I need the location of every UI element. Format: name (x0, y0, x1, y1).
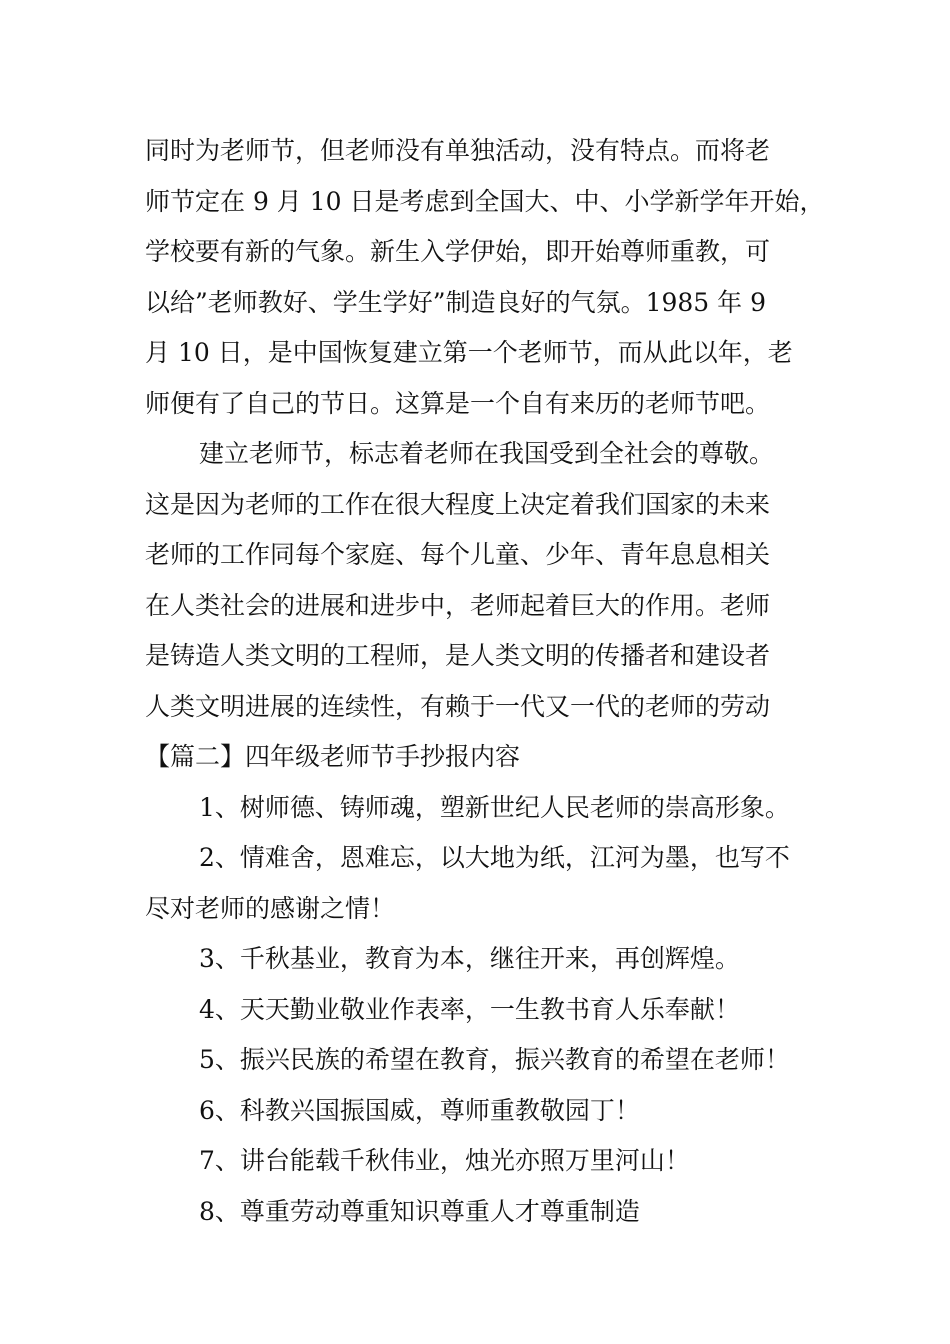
paragraph-line: 师节定在 9 月 10 日是考虑到全国大、中、小学新学年开始， (145, 186, 825, 216)
list-item: 3、千秋基业，教育为本，继往开来，再创辉煌。 (199, 944, 740, 973)
paragraph-line: 同时为老师节，但老师没有单独活动，没有特点。而将老 (145, 136, 771, 165)
paragraph-line: 是铸造人类文明的工程师，是人类文明的传播者和建设者 (145, 641, 771, 670)
paragraph-line: 学校要有新的气象。新生入学伊始，即开始尊师重教，可 (145, 237, 771, 266)
document-body (145, 126, 865, 1237)
list-item: 6、科教兴国振国威，尊师重教敬园丁！ (199, 1095, 640, 1125)
list-item: 2、情难舍，恩难忘，以大地为纸，江河为墨，也写不 (199, 843, 790, 872)
paragraph-line: 月 10 日，是中国恢复建立第一个老师节，而从此以年，老 (145, 338, 793, 367)
paragraph-line: 人类文明进展的连续性，有赖于一代又一代的老师的劳动 (145, 691, 771, 721)
paragraph-line: 以给”老师教好、学生学好”制造良好的气氛。1985 年 9 (145, 287, 766, 317)
list-item: 1、树师德、铸师魂，塑新世纪人民老师的崇高形象。 (199, 792, 790, 822)
list-item: 8、尊重劳动尊重知识尊重人才尊重制造 (199, 1196, 640, 1226)
paragraph-line: 师便有了自己的节日。这算是一个自有来历的老师节吧。 (145, 388, 771, 418)
section-heading: 【篇二】四年级老师节手抄报内容 (145, 742, 521, 771)
paragraph-line: 老师的工作同每个家庭、每个儿童、少年、青年息息相关 (145, 540, 771, 569)
paragraph-line: 建立老师节，标志着老师在我国受到全社会的尊敬。 (199, 439, 775, 468)
list-item: 5、振兴民族的希望在教育，振兴教育的希望在老师！ (199, 1045, 790, 1074)
paragraph-line: 这是因为老师的工作在很大程度上决定着我们国家的未来 (145, 489, 771, 519)
list-item: 4、天天勤业敬业作表率，一生教书育人乐奉献！ (199, 994, 740, 1024)
list-item: 7、讲台能载千秋伟业，烛光亦照万里河山！ (199, 1146, 690, 1175)
paragraph-line: 在人类社会的进展和进步中，老师起着巨大的作用。老师 (145, 590, 771, 620)
list-item-continuation: 尽对老师的感谢之情！ (145, 893, 396, 923)
